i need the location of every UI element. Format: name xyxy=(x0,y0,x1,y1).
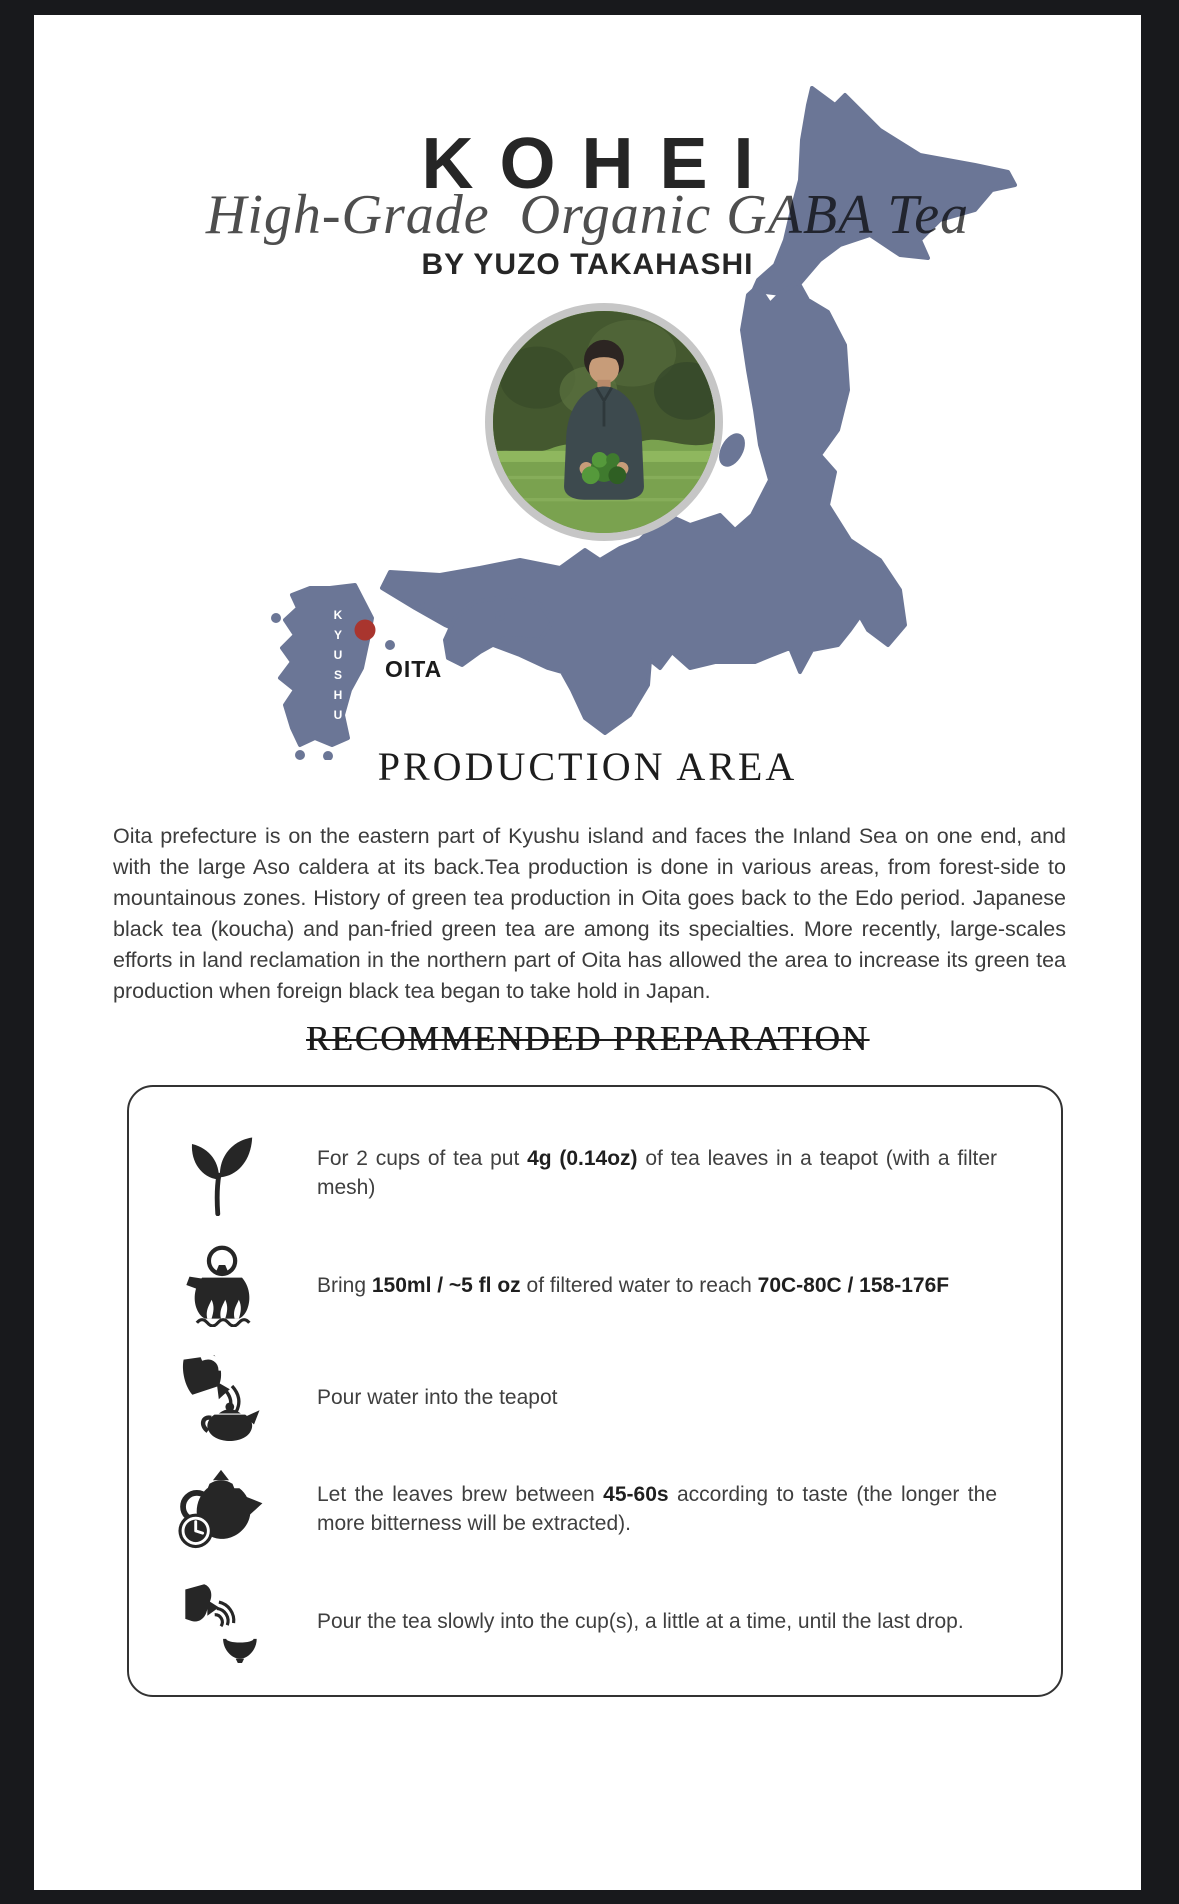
page-subtitle: High-Grade Organic GABA Tea xyxy=(205,184,970,246)
prep-step xyxy=(129,1341,1061,1453)
prep-step-text: Bring 150ml / ~5 fl oz of filtered water to reach 70C-80C / 158-176F xyxy=(317,1273,950,1297)
prep-step-text: Let the leaves brew between 45-60s according to taste (the longer the more bitterness will be extracted). xyxy=(317,1483,997,1535)
product-sheet xyxy=(34,15,1141,1890)
production-area-paragraph: Oita prefecture is on the eastern part of Kyushu island and faces the Inland Sea on one end, and with the large Aso caldera at its back.Tea production is done in various areas, from forest-side to mountainous zones. History of green tea production in Oita goes back to the Edo period. Japanese black tea (koucha) and pan-fried green tea are among its specialties. More recently, large-scales efforts in land reclamation in the northern part of Oita has allowed the area to increase its green tea production when foreign black tea began to take hold in Japan. xyxy=(113,823,1066,1003)
preparation-box xyxy=(127,1085,1063,1697)
farmer-photo xyxy=(485,303,723,541)
oita-marker xyxy=(355,620,376,641)
prep-step-text: Pour water into the teapot xyxy=(317,1385,558,1409)
prep-step xyxy=(129,1229,1061,1341)
prep-step-text: Pour the tea slowly into the cup(s), a little at a time, until the last drop. xyxy=(317,1609,964,1633)
oita-label: OITA xyxy=(385,656,443,682)
page-byline: BY YUZO TAKAHASHI xyxy=(421,248,754,281)
kettle-icon xyxy=(175,1235,267,1335)
farmer-photo-image xyxy=(493,311,715,533)
prep-step xyxy=(129,1565,1061,1677)
page-title: KOHEI xyxy=(421,124,780,204)
pour-water-icon xyxy=(175,1347,267,1447)
prep-step xyxy=(129,1117,1061,1229)
prep-step xyxy=(129,1453,1061,1565)
preparation-heading: RECOMMENDED PREPARATION xyxy=(306,1019,869,1058)
prep-step-text: For 2 cups of tea put 4g (0.14oz) of tea leaves in a teapot (with a filter mesh) xyxy=(317,1147,997,1199)
kyushu-label: KYUSHU xyxy=(331,608,345,728)
production-area-heading: PRODUCTION AREA xyxy=(377,744,798,789)
kyushu-shape xyxy=(280,585,372,745)
tea-sprout-icon xyxy=(175,1123,267,1223)
pour-cup-icon xyxy=(175,1571,267,1671)
teapot-timer-icon xyxy=(175,1459,267,1559)
